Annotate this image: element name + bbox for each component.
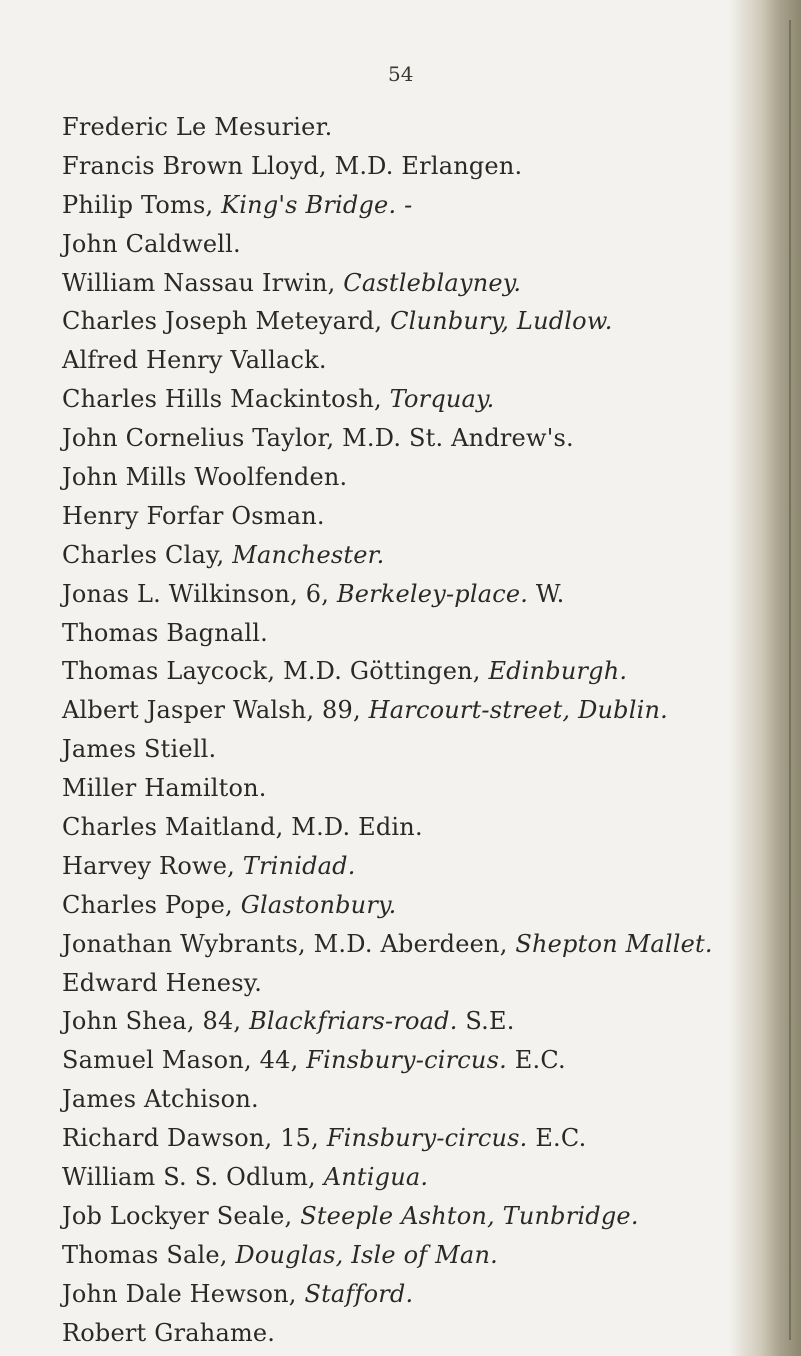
list-item — [62, 886, 713, 925]
list-item — [62, 1236, 713, 1275]
entry-name: Robert Grahame. — [62, 1318, 276, 1347]
entry-name: Charles Joseph Meteyard, — [62, 307, 391, 336]
entry-name: Frederic Le Mesurier. — [62, 113, 333, 141]
entry-name: William Nassau Irwin, — [62, 268, 344, 297]
list-item — [62, 964, 713, 1003]
list-item — [62, 458, 713, 497]
entry-name: Charles Clay, — [62, 540, 233, 569]
entry-name: Thomas Laycock, M.D. Göttingen, — [62, 657, 489, 686]
entry-name: Jonas L. Wilkinson, 6, — [62, 579, 337, 608]
entry-name: Richard Dawson, 15, — [62, 1124, 327, 1153]
entry-place: Clunbury, Ludlow. — [390, 307, 613, 336]
list-item — [62, 1041, 713, 1080]
entry-name: Charles Hills Mackintosh, — [62, 385, 390, 414]
entry-place: Douglas, Isle of Man. — [235, 1240, 498, 1269]
entry-place: Berkeley-place. — [336, 579, 529, 608]
entry-place: Finsbury-circus. — [326, 1124, 528, 1153]
entry-name: Harvey Rowe, — [62, 851, 243, 880]
list-item — [62, 691, 713, 730]
list-item — [62, 1158, 713, 1197]
list-item — [62, 652, 713, 691]
list-item — [62, 186, 713, 225]
entry-place: Torquay. — [389, 385, 495, 414]
list-item — [62, 419, 713, 458]
entry-name: Edward Henesy. — [62, 968, 263, 997]
entry-place: Shepton Mallet. — [515, 929, 713, 958]
entry-name: Charles Pope, — [62, 890, 241, 919]
entry-name: Alfred Henry Vallack. — [62, 346, 327, 375]
entry-name: Thomas Bagnall. — [62, 618, 268, 647]
entry-place: Antigua. — [323, 1163, 429, 1192]
member-list — [62, 108, 713, 1353]
entry-place: Castleblayney. — [343, 268, 522, 297]
list-item — [62, 1275, 713, 1314]
entry-name: Job Lockyer Seale, — [62, 1201, 301, 1230]
entry-name: Albert Jasper Walsh, 89, — [62, 696, 369, 725]
list-item — [62, 730, 713, 769]
list-item — [62, 1314, 713, 1353]
list-item — [62, 497, 713, 536]
entry-name: Philip Toms, — [62, 190, 222, 219]
entry-name: John Caldwell. — [62, 229, 241, 258]
entry-name: Samuel Mason, 44, — [62, 1046, 307, 1075]
entry-place: Glastonbury. — [240, 890, 397, 919]
list-item — [62, 108, 713, 147]
list-item — [62, 341, 713, 380]
entry-name: Jonathan Wybrants, M.D. Aberdeen, — [62, 929, 516, 958]
list-item — [62, 1002, 713, 1041]
page-edge-line — [789, 20, 791, 1340]
list-item — [62, 614, 713, 653]
list-item — [62, 147, 713, 186]
entry-name: John Dale Hewson, — [62, 1279, 305, 1308]
entry-name: Francis Brown Lloyd, M.D. Erlangen. — [62, 151, 523, 180]
list-item — [62, 847, 713, 886]
list-item — [62, 302, 713, 341]
list-item — [62, 1119, 713, 1158]
entry-suffix: S.E. — [457, 1007, 515, 1036]
entry-place: Blackfriars-road. — [249, 1007, 458, 1036]
list-item — [62, 380, 713, 419]
entry-place: Steeple Ashton, Tunbridge. — [300, 1201, 639, 1230]
list-item — [62, 1197, 713, 1236]
list-item — [62, 536, 713, 575]
entry-name: James Atchison. — [62, 1085, 259, 1114]
entry-suffix: E.C. — [506, 1046, 566, 1075]
page-number: 54 — [388, 62, 414, 86]
list-item — [62, 264, 713, 303]
entry-name: Miller Hamilton. — [62, 774, 267, 803]
entry-name: John Mills Woolfenden. — [62, 463, 348, 492]
entry-name: John Shea, 84, — [62, 1007, 250, 1036]
list-item — [62, 225, 713, 264]
entry-place: Harcourt-street, Dublin. — [368, 696, 668, 725]
entry-name: James Stiell. — [62, 735, 217, 764]
entry-suffix: E.C. — [527, 1124, 587, 1153]
entry-name: Thomas Sale, — [62, 1240, 236, 1269]
entry-place: Manchester. — [232, 540, 385, 569]
list-item — [62, 808, 713, 847]
list-item — [62, 575, 713, 614]
entry-place: Finsbury-circus. — [306, 1046, 507, 1075]
entry-name: Charles Maitland, M.D. Edin. — [62, 813, 423, 842]
entry-place: King's Bridge. - — [221, 190, 413, 219]
entry-name: Henry Forfar Osman. — [62, 501, 325, 530]
entry-name: John Cornelius Taylor, M.D. St. Andrew's. — [62, 424, 574, 453]
list-item — [62, 1080, 713, 1119]
entry-place: Trinidad. — [242, 851, 356, 880]
list-item — [62, 769, 713, 808]
entry-place: Stafford. — [304, 1279, 414, 1308]
entry-name: William S. S. Odlum, — [62, 1163, 324, 1192]
list-item — [62, 925, 713, 964]
entry-suffix: W. — [528, 579, 565, 608]
entry-place: Edinburgh. — [488, 657, 628, 686]
